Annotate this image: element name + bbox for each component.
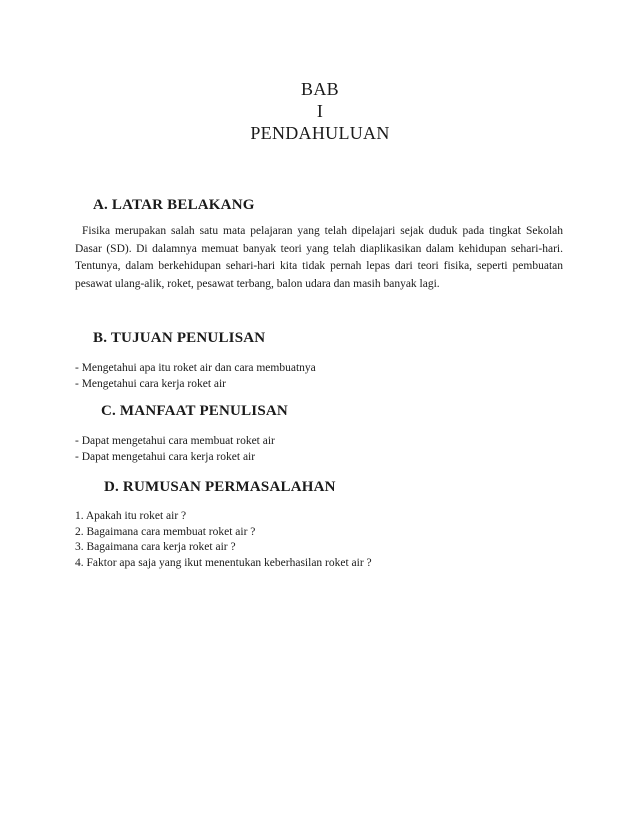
chapter-label: BAB [301,79,339,99]
list-item: 1. Apakah itu roket air ? [75,510,187,522]
section-paragraph-latar-belakang: Fisika merupakan salah satu mata pelajaran yang telah dipelajari sejak duduk pada tingkat Sekolah Dasar (SD). Di dalamnya memuat banyak teori yang telah diaplikasikan dalam kehidupan sehari-hari. Tentunya, dalam berkehidupan sehari-hari kita tidak pernah lepas dari teori fisika, seperti pembuatan pesawat ulang-alik, roket, pesawat terbang, balon udara dan masih banyak lagi. [75,225,563,290]
section-heading-rumusan-permasalahan: D. RUMUSAN PERMASALAHAN [104,479,336,495]
list-rumusan-permasalahan [75,509,555,571]
list-tujuan-penulisan [75,361,555,392]
list-item: - Mengetahui apa itu roket air dan cara membuatnya [75,362,316,374]
section-heading-manfaat-penulisan: C. MANFAAT PENULISAN [101,403,288,419]
list-item: 3. Bagaimana cara kerja roket air ? [75,541,236,553]
chapter-name: PENDAHULUAN [250,123,390,143]
list-item: - Dapat mengetahui cara kerja roket air [75,450,256,463]
section-heading-tujuan-penulisan: B. TUJUAN PENULISAN [93,330,266,346]
list-item: 2. Bagaimana cara membuat roket air ? [75,525,256,538]
chapter-number: I [316,101,324,121]
list-item: - Mengetahui cara kerja roket air [75,377,227,390]
section-heading-latar-belakang: A. LATAR BELAKANG [93,197,255,213]
list-item: - Dapat mengetahui cara membuat roket air [75,435,275,447]
list-manfaat-penulisan [75,434,555,465]
list-item: 4. Faktor apa saja yang ikut menentukan keberhasilan roket air ? [75,556,372,569]
chapter-title [200,78,440,144]
